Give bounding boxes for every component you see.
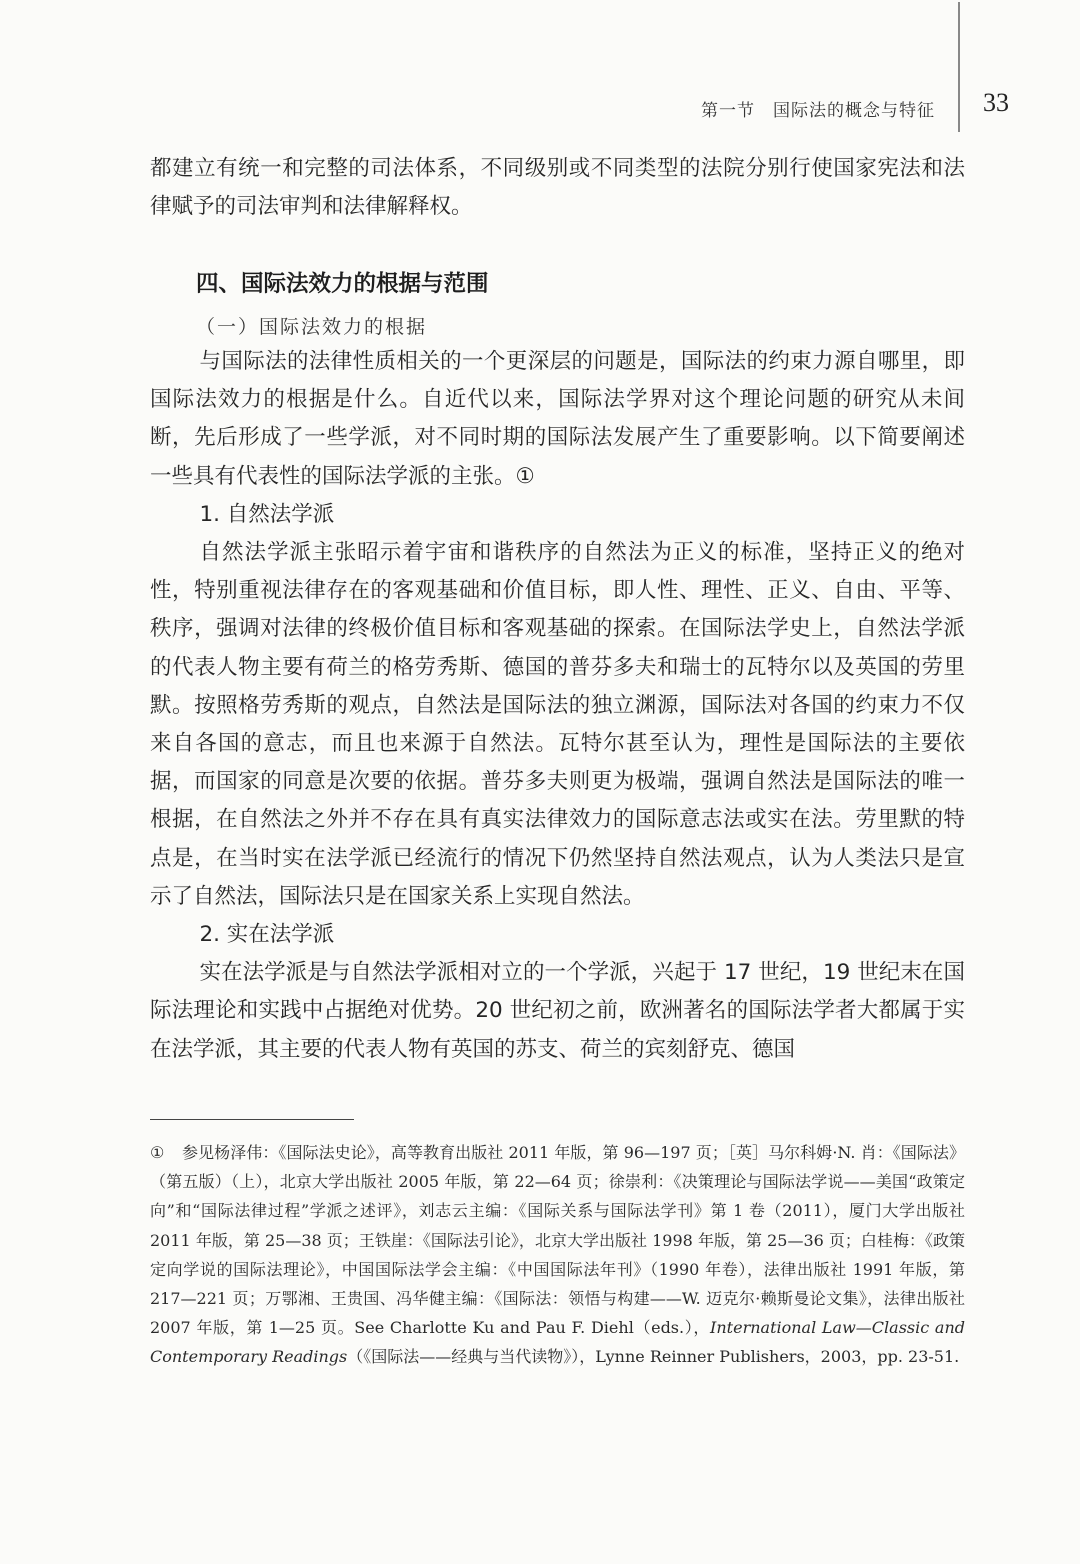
intro-paragraph: 与国际法的法律性质相关的一个更深层的问题是，国际法的约束力源自哪里，即国际法效力的根据是什么。自近代以来，国际法学界对这个理论问题的研究从未间断，先后形成了一些学派，对不同时期的国际法发展产生了重要影响。以下简要阐述一些具有代表性的国际法学派的主张。①	[150, 349, 965, 489]
footnote-text: 参见杨泽伟：《国际法史论》，高等教育出版社 2011 年版，第 96—197 页；［英］马尔科姆·N. 肖：《国际法》（第五版）（上），北京大学出版社 2005 年版，第 22—64 页；徐崇利：《决策理论与国际法学说——美国“政策定向”和“国际法律过程”学派之述评》，刘志云主编：《国际关系与国际法学刊》第 1 卷（2011），厦门大学出版社 2011 年版，第 25—38 页；王铁崖：《国际法引论》，北京大学出版社 1998 年版，第 25—36 页；白桂梅：《政策定向学说的国际法理论》，中国国际法学会主编：《中国国际法年刊》（1990 年卷），法律出版社 1991 年版，第 217—221 页；万鄂湘、王贵国、冯华健主编：《国际法：领悟与构建——W. 迈克尔·赖斯曼论文集》，法律出版社 2007 年版，第 1—25 页。See Charlotte Ku and Pau F. Diehl（eds.），	[150, 1143, 965, 1338]
paragraph-text: 都建立有统一和完整的司法体系，不同级别或不同类型的法院分别行使国家宪法和法律赋予的司法审判和法律解释权。	[150, 156, 965, 220]
subsection-heading: （一）国际法效力的根据	[196, 316, 428, 338]
footnote-text-end: （《国际法——经典与当代读物》），Lynne Reinner Publishers，2003，pp. 23-51.	[347, 1347, 960, 1367]
continued-paragraph	[150, 150, 965, 226]
header-divider	[958, 2, 960, 132]
footnote-divider	[150, 1119, 354, 1120]
page-number: 33	[983, 88, 1009, 117]
item-heading-natural-law: 1. 自然法学派	[199, 501, 335, 527]
running-header-title: 第一节 国际法的概念与特征	[701, 101, 935, 121]
positive-law-paragraph: 实在法学派是与自然法学派相对立的一个学派，兴起于 17 世纪，19 世纪末在国际法理论和实践中占据绝对优势。20 世纪初之前，欧洲著名的国际法学者大都属于实在法学派，其主要的代表人物有英国的苏支、荷兰的宾刻舒克、德国	[150, 960, 965, 1062]
section-body	[150, 343, 965, 1069]
footnote-italic-title: International Law—Classic and Contemporary Readings	[150, 1318, 966, 1367]
footnote-mark: ①	[150, 1143, 165, 1162]
footnote	[150, 1138, 965, 1372]
natural-law-paragraph: 自然法学派主张昭示着宇宙和谐秩序的自然法为正义的标准，坚持正义的绝对性，特别重视法律存在的客观基础和价值目标，即人性、理性、正义、自由、平等、秩序，强调对法律的终极价值目标和客观基础的探索。在国际法学史上，自然法学派的代表人物主要有荷兰的格劳秀斯、德国的普芬多夫和瑞士的瓦特尔以及英国的劳里默。按照格劳秀斯的观点，自然法是国际法的独立渊源，国际法对各国的约束力不仅来自各国的意志，而且也来源于自然法。瓦特尔甚至认为，理性是国际法的主要依据，而国家的同意是次要的依据。普芬多夫则更为极端，强调自然法是国际法的唯一根据，在自然法之外并不存在具有真实法律效力的国际意志法或实在法。劳里默的特点是，在当时实在法学派已经流行的情况下仍然坚持自然法观点，认为人类法只是宣示了自然法，国际法只是在国家关系上实现自然法。	[150, 540, 965, 909]
section-heading: 四、国际法效力的根据与范围	[196, 271, 489, 297]
running-header	[0, 86, 1080, 126]
item-heading-positive-law: 2. 实在法学派	[199, 922, 335, 948]
